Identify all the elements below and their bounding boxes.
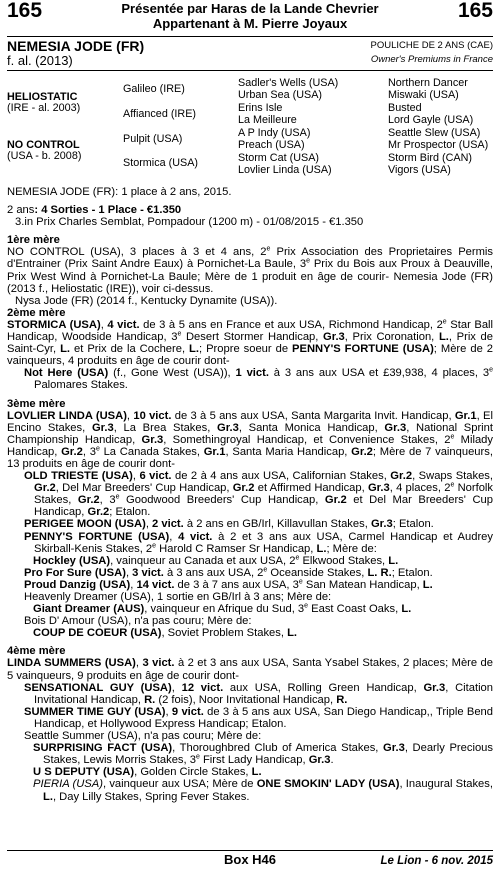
pedigree-g4: Busted: [388, 102, 422, 114]
pedigree-g2: Affianced (IRE): [123, 108, 197, 120]
fourth-dam-produce: Seattle Summer (USA), n'a pas couru; Mère de:: [24, 730, 262, 743]
pedigree-dam: NO CONTROL: [7, 139, 80, 151]
placing-line: 3.in Prix Charles Semblat, Pompadour (1200 m) - 01/08/2015 - €1.350: [15, 216, 364, 229]
lot-number-left: 165: [7, 0, 43, 22]
third-dam-grandproduce: COUP DE COEUR (USA), Soviet Problem Stakes, L.: [33, 627, 298, 640]
section-fourth-dam: 4ème mère: [7, 645, 66, 658]
fourth-dam-produce: SENSATIONAL GUY (USA), 12 vict. aux USA, Rolling Green Handicap, Gr.3, Citation Invitational Handicap, R. (2 fois), Noor Invitational Handicap, R.: [24, 681, 493, 706]
two-yo-record: [7, 204, 493, 216]
pedigree-g4: Miswaki (USA): [388, 89, 459, 101]
third-dam-produce: Heavenly Dreamer (USA), 1 sortie en GB/Irl à 3 ans; Mère de:: [24, 591, 332, 603]
sale-location-date: Le Lion - 6 nov. 2015: [380, 855, 493, 867]
third-dam-produce: Bois D' Amour (USA), n'a pas couru; Mère de:: [24, 615, 252, 628]
divider-footer: [7, 850, 493, 851]
pedigree-sire-info: (IRE - al. 2003): [7, 102, 81, 114]
divider-pedigree: [7, 70, 493, 71]
first-dam-text: NO CONTROL (USA), 3 places à 3 et 4 ans, 2e Prix Association des Proprietaires Permis d'Entrainer (Prix Saint Andre Eaux) à Pornichet-La Baule, 3e Prix du Bois aux Proux à Deauville, Prix West Wind à Pornichet-La Baule; Mère de 1 produit en âge de courir- Nemesia Jode (FR) (2013 f., Heliostatic (IRE)), voir ci-dessus.: [7, 245, 494, 295]
pedigree-sire: HELIOSTATIC: [7, 91, 78, 103]
fourth-dam-produce: SUMMER TIME GUY (USA), 9 vict. de 3 à 5 ans aux USA, San Diego Handicap,, Triple Bend Handicap, et Hollywood Express Handicap; Etalon.: [24, 705, 493, 730]
third-dam-text: LOVLIER LINDA (USA), 10 vict. de 3 à 5 ans aux USA, Santa Margarita Invit. Handicap, Gr.1, El Encino Stakes, Gr.3, La Brea Stakes, Gr.3, Santa Monica Handicap, Gr.3, National Sprint Championship Handicap, Gr.3, Somethingroyal Handicap, et Convenience Stakes, 2e Milady Handicap, Gr.2, 3e La Canada Stakes, Gr.1, Santa Maria Handicap, Gr.2; Mère de 7 vainqueurs, 13 produits en âge de courir dont-: [7, 409, 493, 470]
pedigree-g3: A P Indy (USA): [238, 127, 311, 139]
pedigree-g4: Northern Dancer: [388, 77, 468, 89]
third-dam-produce: PENNY'S FORTUNE (USA), 4 vict. à 2 et 3 ans aux USA, Carmel Handicap et Audrey Skirball-Kenis Stakes, 2e Harold C Ramser Sr Handicap, L.; Mère de:: [24, 530, 493, 555]
pedigree-g4: Lord Gayle (USA): [388, 114, 474, 126]
section-first-dam: 1ère mère: [7, 234, 60, 247]
two-yo-label: 2 ans: [7, 204, 35, 217]
third-dam-produce: Pro For Sure (USA), 3 vict. à 3 ans aux USA, 2e Oceanside Stakes, L. R.; Etalon.: [24, 566, 433, 579]
property-of: Appartenant à M. Pierre Joyaux: [152, 16, 348, 31]
header-presentation: [90, 1, 410, 31]
lot-number-right: 165: [457, 0, 493, 22]
fourth-dam-text: LINDA SUMMERS (USA), 3 vict. à 2 et 3 ans aux USA, Santa Ysabel Stakes, 2 places; Mère de 5 vainqueurs, 9 produits en âge de courir dont-: [7, 657, 493, 682]
third-dam-produce: Proud Danzig (USA), 14 vict. de 3 à 7 ans aux USA, 3e San Matean Handicap, L.: [24, 578, 433, 591]
race-record: NEMESIA JODE (FR): 1 place à 2 ans, 2015.: [7, 186, 232, 198]
pedigree-g2: Galileo (IRE): [123, 83, 185, 95]
pedigree-g4: Mr Prospector (USA): [388, 139, 489, 151]
second-dam-produce: Not Here (USA) (f., Gone West (USA)), 1 vict. à 3 ans aux USA et £39,938, 4 places, 3e Palomares Stakes.: [24, 366, 493, 392]
third-dam-produce: OLD TRIESTE (USA), 6 vict. de 2 à 4 ans aux USA, Californian Stakes, Gr.2, Swaps Stakes, Gr.2, Del Mar Breeders' Cup Handicap, Gr.2 et Affirmed Handicap, Gr.3, 4 places, 2e Norfolk Stakes, Gr.2, 3e Goodwood Breeders' Cup Handicap, Gr.2 et Del Mar Breeders' Cup Handicap, Gr.2; Etalon.: [24, 470, 494, 519]
pedigree-g3: Sadler's Wells (USA): [238, 77, 339, 89]
pedigree-g3: La Meilleure: [238, 114, 297, 126]
owners-premiums: Owner's Premiums in France: [370, 54, 493, 65]
pedigree-g3: Preach (USA): [238, 139, 305, 151]
fourth-dam-grandproduce: SURPRISING FACT (USA), Thoroughbred Club of America Stakes, Gr.3, Dearly Precious Stakes, Lewis Morris Stakes, 3e First Lady Handicap, Gr.3.: [33, 742, 493, 767]
pedigree-g3: Erins Isle: [238, 102, 283, 114]
third-dam-produce: PERIGEE MOON (USA), 2 vict. à 2 ans en GB/Irl, Killavullan Stakes, Gr.3; Etalon.: [24, 518, 434, 531]
second-dam-text: STORMICA (USA), 4 vict. de 3 à 5 ans en France et aux USA, Richmond Handicap, 2e Star Ball Handicap, Woodside Handicap, 3e Desert Stormer Handicap, Gr.3, Prix Coronation, L., Prix de Saint-Cyr, L. et Prix de la Cochere, L.; Propre soeur de PENNY'S FORTUNE (USA); Mère de 2 vainqueurs, 4 produits en âge de courir dont-: [7, 318, 494, 368]
box-number: Box H46: [223, 852, 277, 867]
section-third-dam: 3ème mère: [7, 397, 66, 410]
section-second-dam: 2ème mère: [7, 306, 66, 319]
two-yo-stats: : 4 Sorties - 1 Place - €1.350: [34, 204, 182, 217]
pedigree-g3: Lovlier Linda (USA): [238, 164, 332, 176]
pedigree-g4: Seattle Slew (USA): [388, 127, 481, 139]
pedigree-g2: Stormica (USA): [123, 157, 198, 169]
horse-name: NEMESIA JODE (FR): [7, 38, 145, 54]
presented-by: Présentée par Haras de la Lande Chevrier: [121, 1, 379, 16]
pedigree-g4: Storm Bird (CAN): [388, 152, 472, 164]
pedigree-g2: Pulpit (USA): [123, 133, 183, 145]
fourth-dam-grandproduce: PIERIA (USA), vainqueur aux USA; Mère de ONE SMOKIN' LADY (USA), Inaugural Stakes, L., Day Lilly Stakes, Spring Fever Stakes.: [33, 778, 493, 803]
divider-top: [7, 36, 493, 37]
third-dam-grandproduce: Hockley (USA), vainqueur au Canada et aux USA, 2e Elkwood Stakes, L.: [33, 553, 399, 567]
horse-sex-age: f. al. (2013): [7, 53, 73, 68]
pedigree-g3: Urban Sea (USA): [238, 89, 323, 101]
catalogue-body: [7, 186, 493, 803]
horse-type: POULICHE DE 2 ANS (CAE): [370, 40, 493, 51]
pedigree-dam-info: (USA - b. 2008): [7, 150, 82, 162]
third-dam-grandproduce: Giant Dreamer (AUS), vainqueur en Afrique du Sud, 3e East Coast Oaks, L.: [33, 602, 412, 616]
pedigree-g4: Vigors (USA): [388, 164, 451, 176]
pedigree-g3: Storm Cat (USA): [238, 152, 319, 164]
first-dam-produce: Nysa Jode (FR) (2014 f., Kentucky Dynamite (USA)).: [15, 294, 278, 307]
fourth-dam-grandproduce: U S DEPUTY (USA), Golden Circle Stakes, L.: [33, 766, 262, 779]
